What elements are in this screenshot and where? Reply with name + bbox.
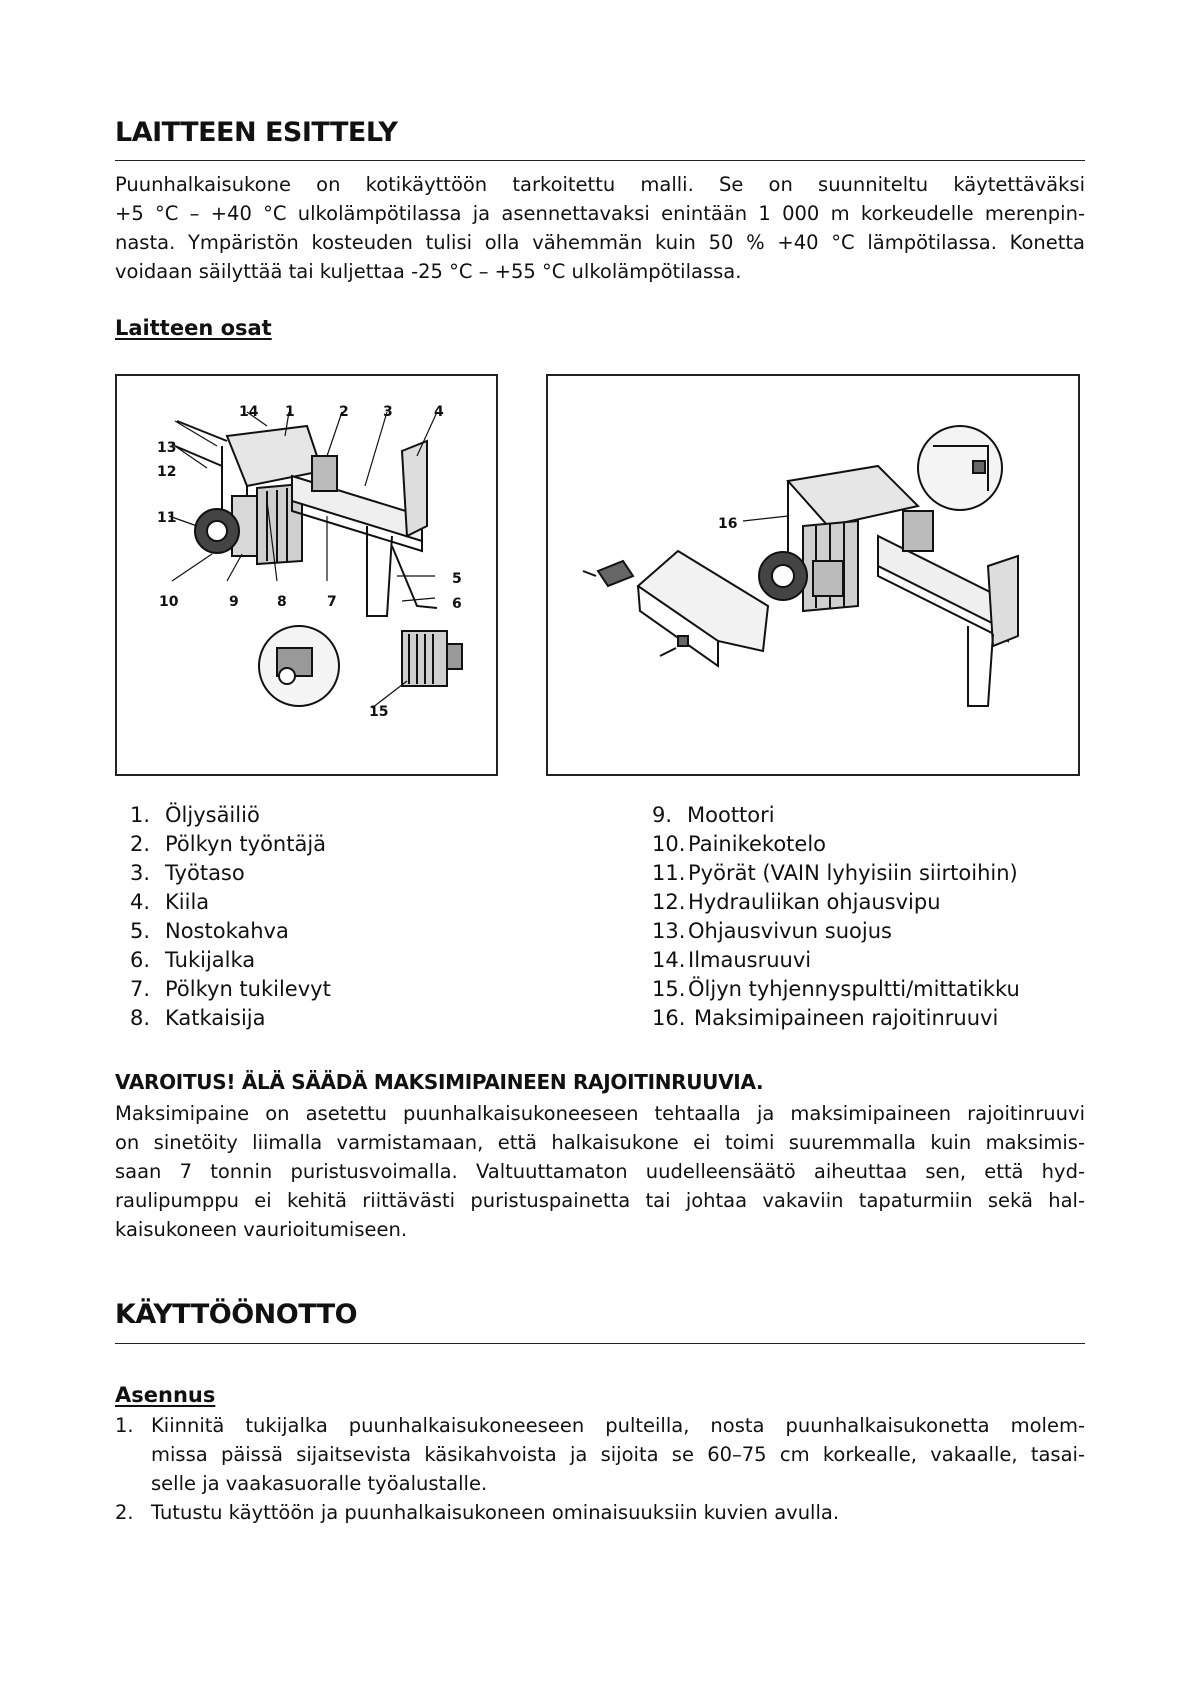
figure-label: 2	[339, 404, 349, 420]
title-rule	[115, 1343, 1085, 1344]
list-item	[130, 917, 331, 946]
list-item-number: 12.	[652, 890, 686, 914]
list-item	[652, 917, 1020, 946]
intro-line: +5 °C – +40 °C ulkolämpötilassa ja asennettavaksi enintään 1 000 m korkeudelle merenpin-	[115, 202, 1085, 225]
list-item-label: Maksimipaineen rajoitinruuvi	[694, 1006, 999, 1030]
list-item	[652, 975, 1020, 1004]
installation-steps	[115, 1411, 1085, 1527]
step-line: selle ja vaakasuoralle työalustalle.	[151, 1472, 488, 1495]
list-item-label: Katkaisija	[165, 1006, 266, 1030]
list-item	[652, 1004, 1020, 1033]
list-item	[652, 830, 1020, 859]
list-item	[130, 975, 331, 1004]
list-item-label: Öljysäiliö	[165, 803, 260, 827]
list-item-label: Nostokahva	[165, 919, 289, 943]
list-item-label: Kiila	[165, 890, 210, 914]
warning-paragraph	[115, 1099, 1085, 1244]
list-item-number: 16.	[652, 1006, 686, 1030]
list-item-label: Työtaso	[165, 861, 245, 885]
figure-label: 14	[239, 404, 259, 420]
figure-right-log-splitter	[546, 374, 1080, 776]
intro-line: Puunhalkaisukone on kotikäyttöön tarkoitettu malli. Se on suunniteltu käytettäväksi	[115, 173, 1085, 196]
title-rule	[115, 160, 1085, 161]
step-text	[151, 1411, 1085, 1498]
step-line: missa päissä sijaitsevista käsikahvoista ja sijoita se 60–75 cm korkealle, vakaalle, tasai-	[151, 1443, 1085, 1466]
list-item-number: 14.	[652, 948, 686, 972]
parts-list-left	[130, 801, 331, 1033]
list-item-number: 9.	[652, 803, 673, 827]
warning-line: saan 7 tonnin puristusvoimalla. Valtuuttamaton uudelleensäätö aiheuttaa sen, että hyd-	[115, 1160, 1085, 1183]
list-item	[130, 859, 331, 888]
list-item-label: Ohjausvivun suojus	[688, 919, 892, 943]
list-item	[130, 801, 331, 830]
list-item-label: Painikekotelo	[688, 832, 826, 856]
list-item-label: Pyörät (VAIN lyhyisiin siirtoihin)	[688, 861, 1018, 885]
list-item-number: 2.	[130, 832, 151, 856]
figure-label: 11	[157, 510, 177, 526]
section-title-laitteen-esittely: LAITTEEN ESITTELY	[115, 117, 398, 148]
list-item-number: 10.	[652, 832, 686, 856]
log-splitter-assembly-diagram	[548, 376, 1078, 774]
figure-label: 16	[718, 516, 738, 532]
figure-label: 7	[327, 594, 337, 610]
step-text	[151, 1498, 1085, 1527]
figure-label: 13	[157, 440, 177, 456]
figure-left-log-splitter	[115, 374, 498, 776]
list-item-number: 6.	[130, 948, 151, 972]
list-item	[652, 888, 1020, 917]
list-item-label: Ilmausruuvi	[688, 948, 812, 972]
intro-paragraph	[115, 170, 1085, 286]
list-item	[130, 1004, 331, 1033]
list-item-number: 15.	[652, 977, 686, 1001]
list-item	[652, 801, 1020, 830]
installation-heading: Asennus	[115, 1383, 216, 1407]
list-item	[130, 830, 331, 859]
list-item	[130, 946, 331, 975]
list-item-number: 5.	[130, 919, 151, 943]
step-number: 1.	[115, 1414, 134, 1437]
list-item-label: Öljyn tyhjennyspultti/mittatikku	[688, 977, 1020, 1001]
intro-line: nasta. Ympäristön kosteuden tulisi olla vähemmän kuin 50 % +40 °C lämpötilassa. Konetta	[115, 231, 1085, 254]
list-item-number: 11.	[652, 861, 686, 885]
warning-line: kaisukoneen vaurioitumiseen.	[115, 1218, 408, 1241]
list-item-number: 3.	[130, 861, 151, 885]
figure-label: 4	[434, 404, 444, 420]
warning-title: VAROITUS! ÄLÄ SÄÄDÄ MAKSIMIPAINEEN RAJOITINRUUVIA.	[115, 1070, 764, 1094]
figure-label: 9	[229, 594, 239, 610]
warning-line: on sinetöity liimalla varmistamaan, että halkaisukone ei toimi suuremmalla kuin maksimis-	[115, 1131, 1085, 1154]
list-item-number: 13.	[652, 919, 686, 943]
list-item	[130, 888, 331, 917]
figure-label: 6	[452, 596, 462, 612]
warning-line: raulipumppu ei kehitä riittävästi puristuspainetta tai johtaa vakaviin tapaturmiin sekä hal-	[115, 1189, 1085, 1212]
figure-label: 15	[369, 704, 389, 720]
list-item-label: Moottori	[687, 803, 775, 827]
list-item	[115, 1411, 1085, 1498]
figure-label: 10	[159, 594, 179, 610]
list-item-label: Pölkyn tukilevyt	[165, 977, 331, 1001]
figure-label: 12	[157, 464, 177, 480]
figure-label: 1	[285, 404, 295, 420]
section-title-kayttoonotto: KÄYTTÖÖNOTTO	[115, 1299, 358, 1330]
step-line: Kiinnitä tukijalka puunhalkaisukoneeseen pulteilla, nosta puunhalkaisukonetta molem-	[151, 1414, 1085, 1437]
step-number: 2.	[115, 1501, 134, 1524]
list-item-number: 7.	[130, 977, 151, 1001]
parts-list-right	[652, 801, 1020, 1033]
list-item-number: 8.	[130, 1006, 151, 1030]
warning-line: Maksimipaine on asetettu puunhalkaisukoneeseen tehtaalla ja maksimipaineen rajoitinruuvi	[115, 1102, 1085, 1125]
list-item-label: Pölkyn työntäjä	[165, 832, 327, 856]
list-item	[115, 1498, 1085, 1527]
list-item-number: 1.	[130, 803, 151, 827]
figure-label: 5	[452, 571, 462, 587]
list-item	[652, 859, 1020, 888]
intro-line: voidaan säilyttää tai kuljettaa -25 °C – +55 °C ulkolämpötilassa.	[115, 260, 742, 283]
parts-heading: Laitteen osat	[115, 316, 272, 340]
list-item-number: 4.	[130, 890, 151, 914]
figure-label: 8	[277, 594, 287, 610]
log-splitter-side-diagram	[117, 376, 496, 774]
figure-label: 3	[383, 404, 393, 420]
list-item	[652, 946, 1020, 975]
list-item-label: Tukijalka	[165, 948, 256, 972]
step-line: Tutustu käyttöön ja puunhalkaisukoneen ominaisuuksiin kuvien avulla.	[151, 1501, 840, 1524]
list-item-label: Hydrauliikan ohjausvipu	[688, 890, 941, 914]
